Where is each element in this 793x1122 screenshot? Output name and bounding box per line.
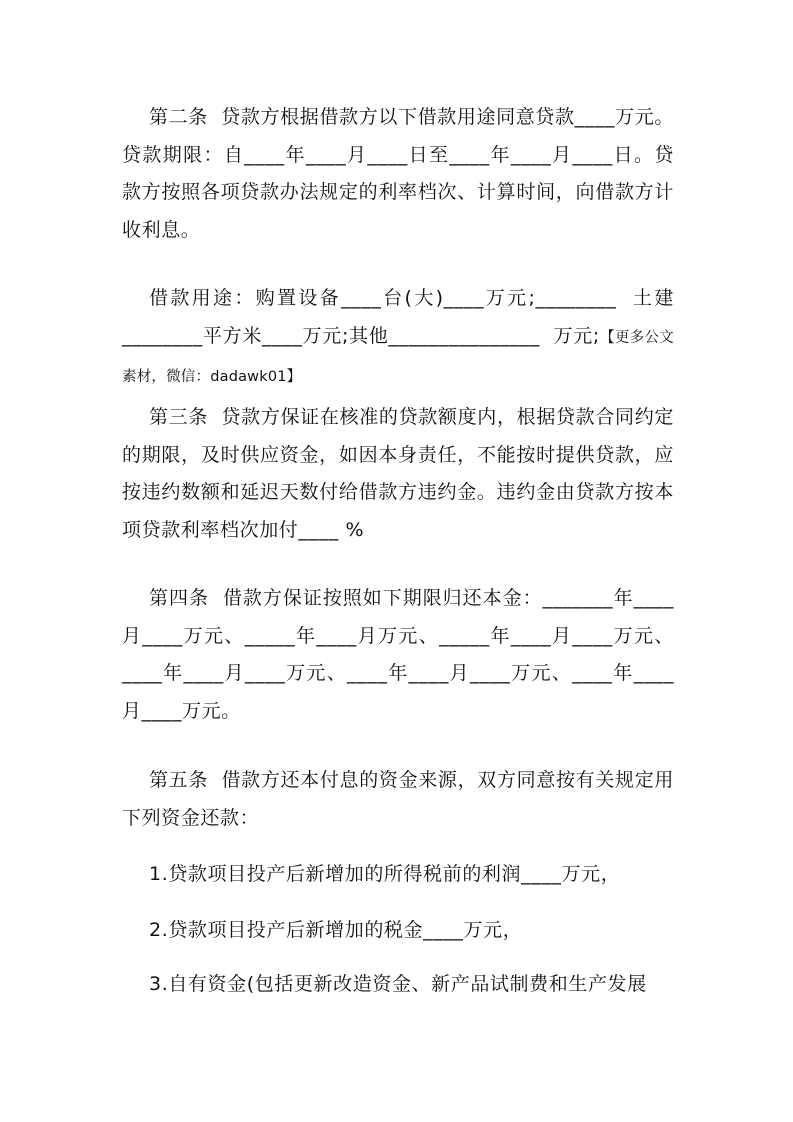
list-item-3: 3.自有资金(包括更新改造资金、新产品试制费和生产发展 bbox=[149, 973, 647, 995]
article-5-paragraph: 第五条 借款方还本付息的资金来源，双方同意按有关规定用下列资金还款： bbox=[122, 769, 674, 829]
article-3-paragraph: 第三条 贷款方保证在核准的贷款额度内，根据贷款合同约定的期限，及时供应资金，如因本身责任，不能按时提供贷款，应按违约数额和延迟天数付给借款方违约金。违约金由贷款方按本项贷款利率档次加付____ % bbox=[122, 406, 674, 541]
loan-purpose-text: 借款用途：购置设备____台(大)____万元;________ 土建________平方米____万元;其他_______________ 万元; bbox=[122, 287, 674, 347]
promo-note: 【更多公文素材，微信：dadawk01】 bbox=[122, 329, 674, 386]
list-item-1: 1.贷款项目投产后新增加的所得税前的利润____万元， bbox=[149, 863, 621, 885]
list-item-2: 2.贷款项目投产后新增加的税金____万元， bbox=[149, 919, 523, 941]
article-4-paragraph: 第四条 借款方保证按照如下期限归还本金：_______年____月____万元、_____年____月万元、_____年____月____万元、____年____月____万元、____年____月____万元、____年____月____万元。 bbox=[122, 587, 674, 722]
article-2-paragraph: 第二条 贷款方根据借款方以下借款用途同意贷款____万元。贷款期限：自____年____月____日至____年____月____日。贷款方按照各项贷款办法规定的利率档次、计算时间，向借款方计收利息。 bbox=[122, 106, 674, 241]
loan-purpose-paragraph bbox=[122, 280, 674, 397]
